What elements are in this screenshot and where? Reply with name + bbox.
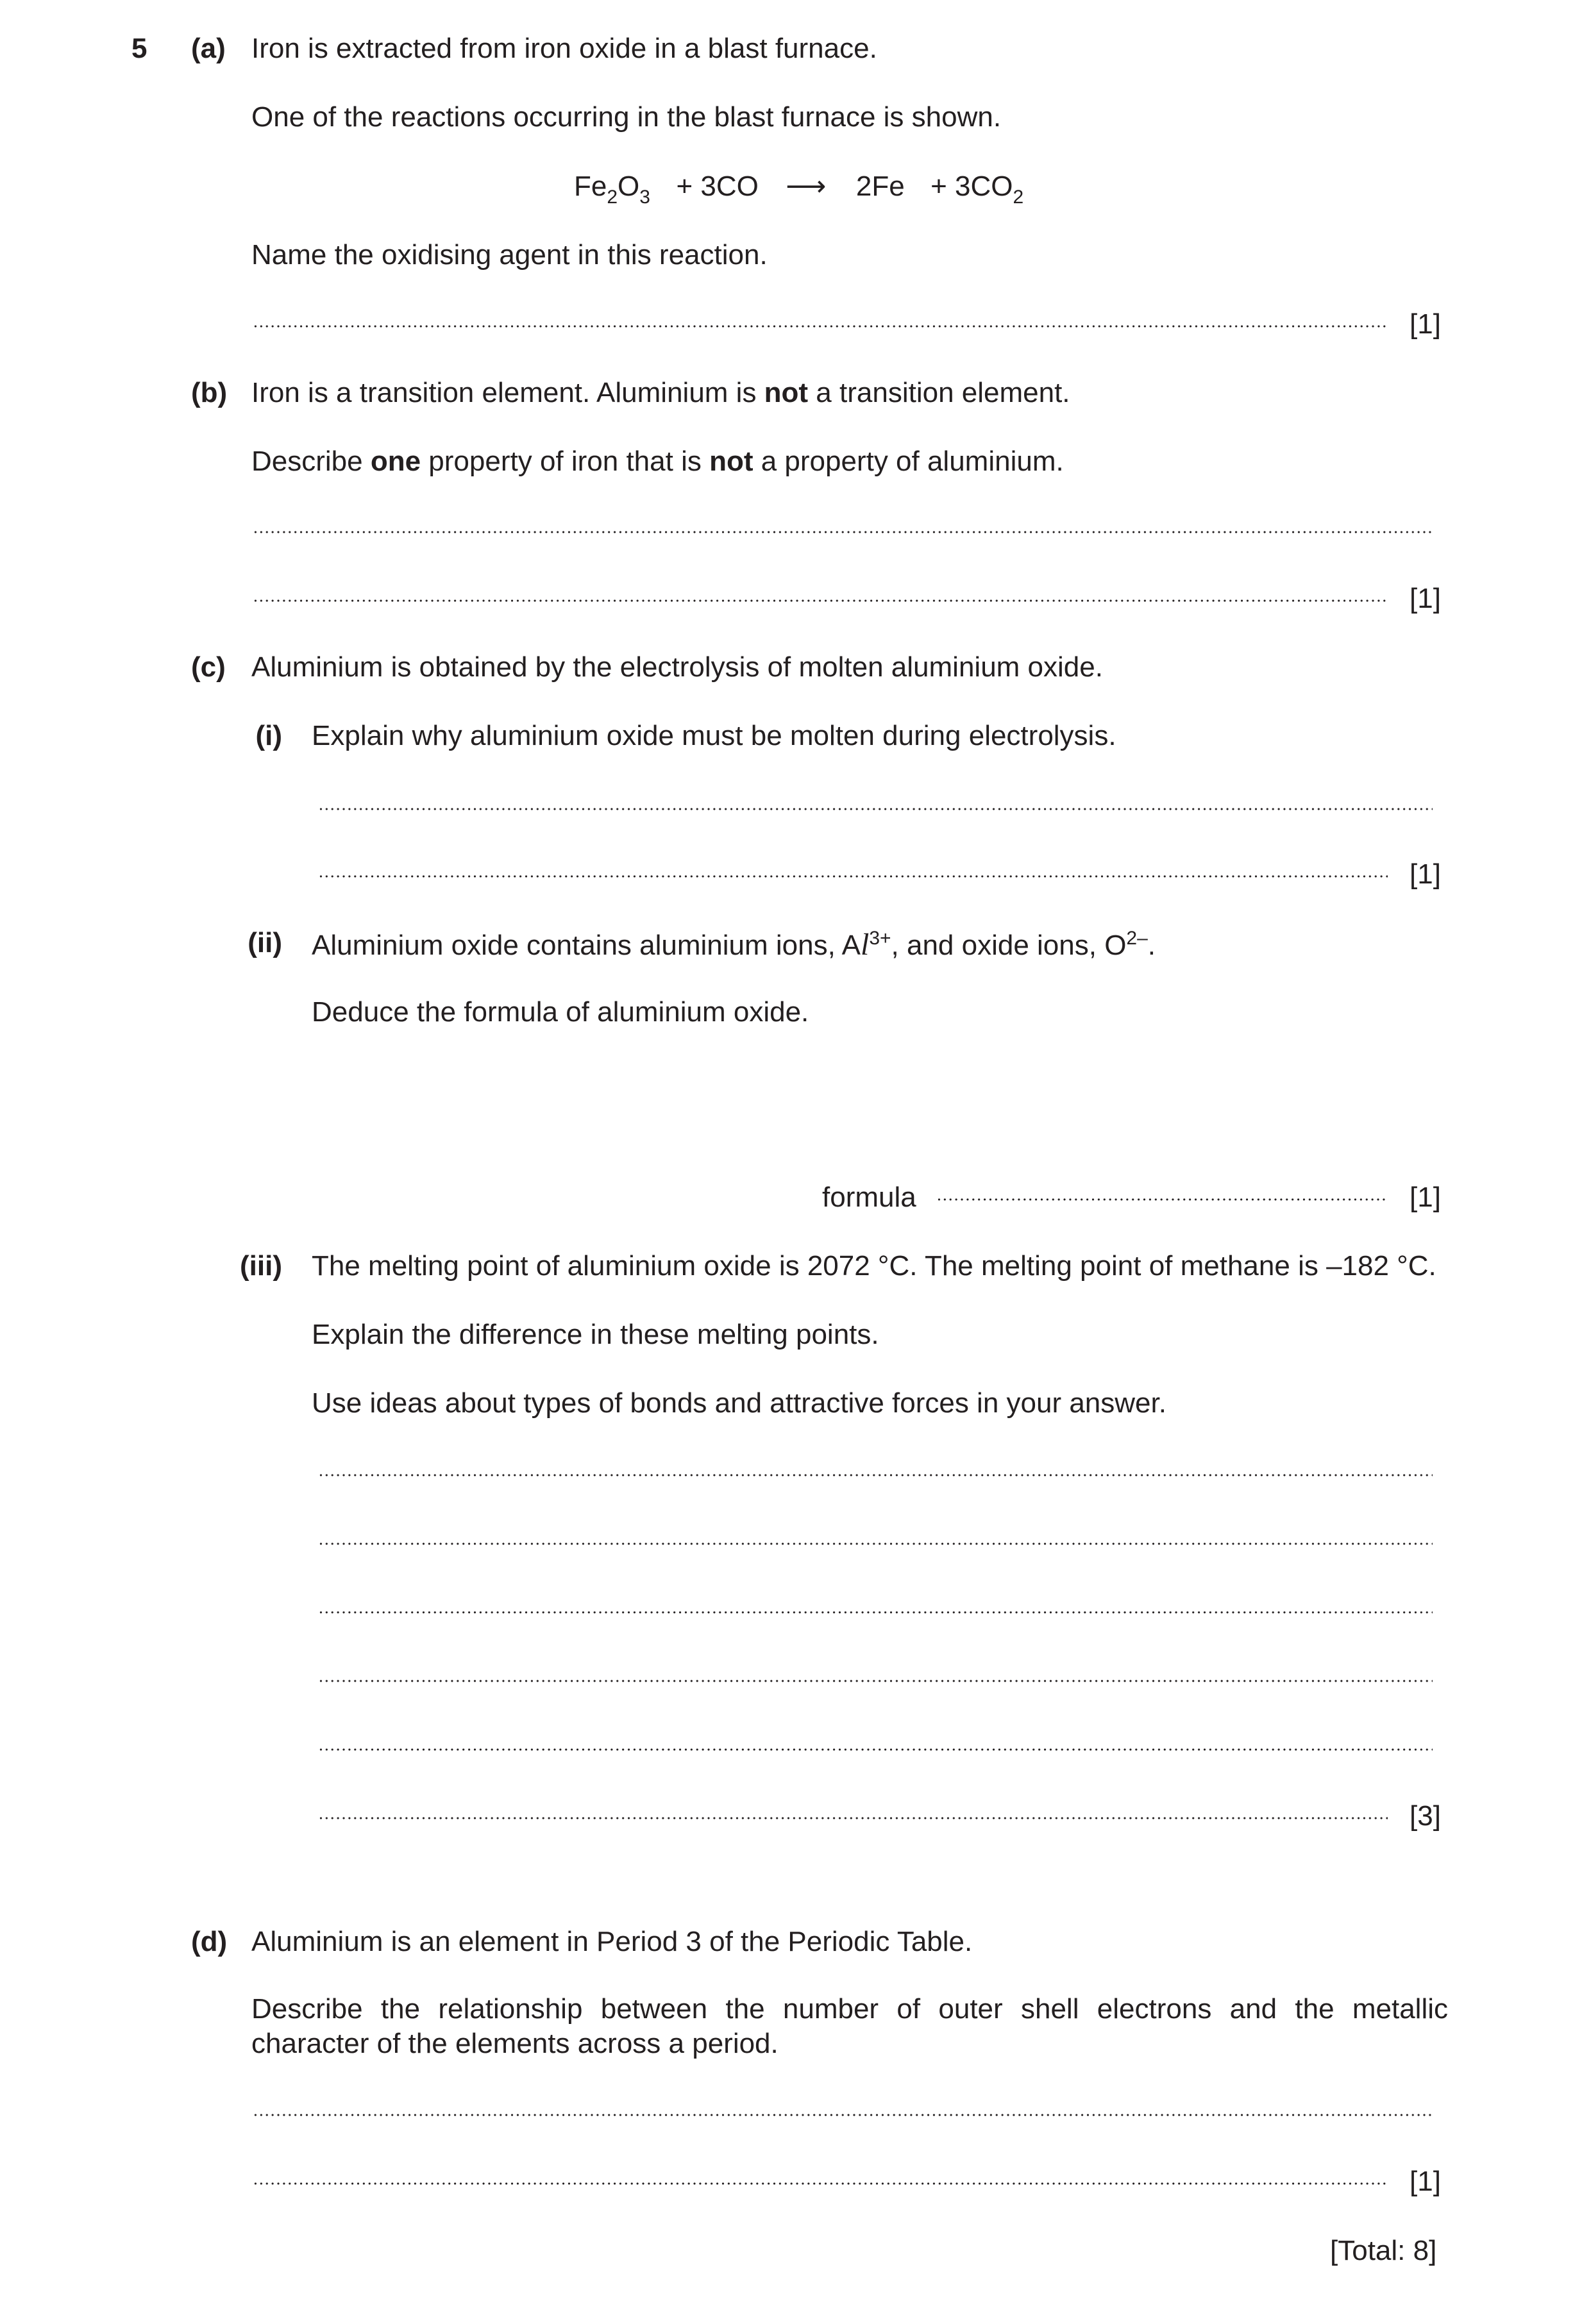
part-c-iii-text3: Use ideas about types of bonds and attractive forces in your answer. <box>312 1387 1166 1419</box>
answer-line-b2[interactable] <box>253 599 1388 603</box>
part-c-i-label: (i) <box>255 720 282 751</box>
answer-line-c-i-1[interactable] <box>318 807 1433 811</box>
answer-line-c-i-2[interactable] <box>318 874 1388 878</box>
answer-line-d1[interactable] <box>253 2113 1433 2117</box>
chemical-equation <box>574 170 1024 208</box>
formula-answer-line[interactable] <box>936 1198 1388 1201</box>
part-a-prompt: Name the oxidising agent in this reaction. <box>251 239 768 271</box>
part-c-ii-text: Aluminium oxide contains aluminium ions, $Al^{3+}$, and oxide ions, $O^{2-}$. <box>312 928 1156 962</box>
formula-label: formula <box>822 1182 916 1213</box>
part-d-text2: Describe the relationship between the number of outer shell electrons and the metallic character of the elements across a period. <box>251 1993 1448 2059</box>
total-marks: [Total: 8] <box>1330 2235 1437 2266</box>
part-a-label: (a) <box>191 33 226 64</box>
answer-line-c-iii-2[interactable] <box>318 1542 1433 1546</box>
part-b-text1: Iron is a transition element. Aluminium is not a transition element. <box>251 377 1070 408</box>
part-d-label: (d) <box>191 1926 228 1957</box>
eq-product2: + $3CO_2$ <box>930 171 1024 208</box>
answer-line-b1[interactable] <box>253 530 1433 534</box>
answer-line-c-iii-6[interactable] <box>318 1816 1388 1820</box>
part-c-iii-text1: The melting point of aluminium oxide is 2072 °C. The melting point of methane is –182 °C. <box>312 1250 1436 1282</box>
mark-c-iii: [3] <box>1410 1800 1441 1832</box>
mark-d: [1] <box>1410 2166 1441 2197</box>
mark-b: [1] <box>1410 583 1441 614</box>
answer-line-c-iii-4[interactable] <box>318 1679 1433 1683</box>
answer-line-c-iii-1[interactable] <box>318 1473 1433 1477</box>
reaction-arrow-icon: ⟶ <box>786 170 827 203</box>
question-number: 5 <box>131 33 147 64</box>
part-c-text: Aluminium is obtained by the electrolysis of molten aluminium oxide. <box>251 651 1103 683</box>
part-c-iii-label: (iii) <box>240 1250 282 1282</box>
part-c-iii-text2: Explain the difference in these melting points. <box>312 1319 879 1350</box>
part-c-label: (c) <box>191 651 226 683</box>
mark-c-ii: [1] <box>1410 1182 1441 1213</box>
part-b-text2: Describe one property of iron that is not a property of aluminium. <box>251 446 1064 477</box>
part-d-text1: Aluminium is an element in Period 3 of the Periodic Table. <box>251 1926 973 1957</box>
part-c-i-text: Explain why aluminium oxide must be molten during electrolysis. <box>312 720 1116 751</box>
part-c-ii-prompt: Deduce the formula of aluminium oxide. <box>312 996 809 1028</box>
part-c-ii-label: (ii) <box>248 927 282 958</box>
answer-line-c-iii-5[interactable] <box>318 1748 1433 1751</box>
eq-reactant1: $Fe_2O_3$ <box>574 171 650 208</box>
answer-line-c-iii-3[interactable] <box>318 1610 1433 1614</box>
part-b-label: (b) <box>191 377 228 408</box>
answer-line-a[interactable] <box>253 324 1388 328</box>
part-a-text1: Iron is extracted from iron oxide in a blast furnace. <box>251 33 877 64</box>
mark-a: [1] <box>1410 308 1441 340</box>
mark-c-i: [1] <box>1410 858 1441 890</box>
part-a-text2: One of the reactions occurring in the blast furnace is shown. <box>251 101 1002 133</box>
answer-line-d2[interactable] <box>253 2182 1388 2186</box>
eq-reactant2: + 3CO <box>676 171 759 202</box>
eq-product1: 2Fe <box>855 171 905 202</box>
